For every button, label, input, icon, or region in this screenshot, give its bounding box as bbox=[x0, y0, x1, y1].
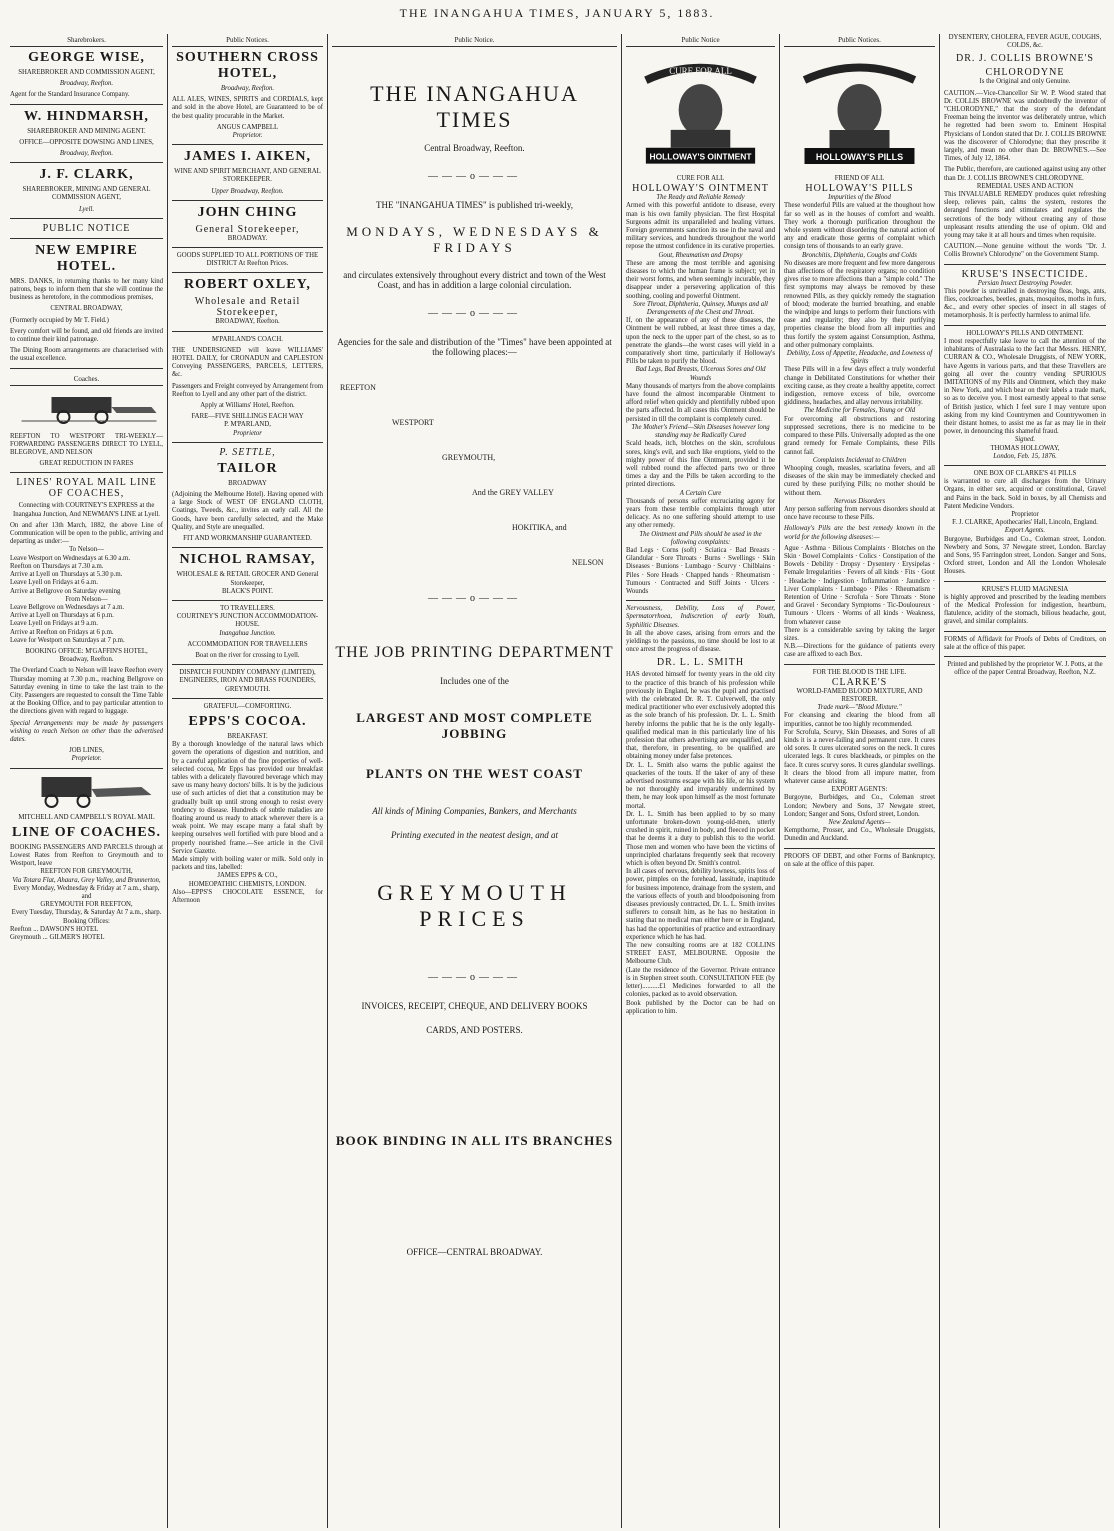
notice-body: Agencies for the sale and distribution of the "Times" have been appointed at the following places:— bbox=[337, 337, 612, 357]
advert-body: General Storekeeper, bbox=[195, 223, 300, 235]
advert-body: GREYMOUTH FOR REEFTON, bbox=[40, 901, 133, 909]
notice-body: All kinds of Mining Companies, Bankers, and Merchants bbox=[372, 806, 577, 816]
advert-body: Apply at Williams' Hotel, Reefton. bbox=[200, 402, 295, 410]
divider bbox=[10, 472, 163, 473]
notice-address: OFFICE—CENTRAL BROADWAY. bbox=[406, 1247, 543, 1257]
advert-body: HAS devoted himself for twenty years in the old city to the practice of this branch of his profession while previously in England, he was the pupil and practised with the celebrated Dr. R. T. Culverwell, the only medical practitioner who ever exclusively adopted this as the sole branch of his profession. Dr. L. L. Smith hereby informs the public that he is the only legally-qualified medical man in this particularly line of his profession that others advertising are unqualified, and that, therefore, in presenting, to be qualified are obtaining money under false pretences. bbox=[626, 671, 775, 761]
advert-body: Boat on the river for crossing to Lyell. bbox=[195, 651, 300, 659]
advert-title: P. SETTLE, bbox=[219, 446, 276, 458]
advert-body: BOOKING PASSENGERS AND PARCELS through at Lowest Rates from Reefton to Greymouth and to Westport, leave bbox=[10, 843, 163, 868]
advert-body: These Pills will in a few days effect a truly wonderful change in Debilitated Constitutions for whether their exciting cause, as they create a healthy appetite, correct indigestion, remove excess of bile, overcome giddiness, headaches, and allay nervous irritability. bbox=[784, 366, 935, 407]
divider bbox=[10, 238, 163, 239]
divider bbox=[10, 368, 163, 369]
column-5 bbox=[780, 34, 940, 1528]
advert-heading: M'PARLAND'S COACH. bbox=[212, 335, 283, 343]
schedule-row: Arrive at Lyell on Thursdays at 5.30 p.m. bbox=[10, 571, 123, 579]
advert-body: is highly approved and prescribed by the leading members of the Medical Profession for indigestion, heartburn, flatulence, acidity of the stomach, bilious headache, gout, gravel, and similar complaints. bbox=[944, 593, 1106, 626]
advert-title: NICHOL RAMSAY, bbox=[179, 552, 316, 568]
advert-title: HOLLOWAY'S PILLS bbox=[805, 183, 914, 195]
schedule-row: Leave Lyell on Fridays at 6 a.m. bbox=[10, 579, 98, 587]
advert-body: Greymouth ... GILMER'S HOTEL bbox=[10, 934, 105, 941]
schedule-heading: To Nelson— bbox=[69, 546, 104, 554]
advert-body: Connecting with COURTNEY'S EXPRESS at the Inangahua Junction, And NEWMAN'S LINE at Lyell. bbox=[13, 502, 160, 518]
advert-body: For cleansing and clearing the blood from all impurities, cannot be too highly recommended. bbox=[784, 712, 935, 728]
divider bbox=[944, 325, 1106, 326]
notice-address: Central Broadway, Reefton. bbox=[424, 143, 525, 153]
divider bbox=[172, 331, 323, 332]
advert-body: In all cases of nervous, debility lowness, spirits loss of power, pimples on the forehead, lassitude, inaptitude for business impotence, drainage from the system, and the various effects of youth and bloodpoisoning from diseases previously contracted, Dr. L. L. Smith invites sufferers to consult him, as he has no hesitation in stating that no medical man either here or in England, has had the opportunities of practice and extraordinary experience which he has had. bbox=[626, 868, 775, 941]
advert-body: GOODS SUPPLIED TO ALL PORTIONS OF THE DISTRICT At Reefton Prices. bbox=[176, 252, 319, 268]
advert-body: DISPATCH FOUNDRY COMPANY (LIMITED), ENGINEERS, IRON AND BRASS FOUNDERS, GREYMOUTH. bbox=[179, 669, 316, 693]
advert-signature: THOMAS HOLLOWAY, bbox=[990, 444, 1060, 452]
advert-body: There is a considerable saving by taking the larger sizes. bbox=[784, 626, 935, 642]
divider bbox=[172, 600, 323, 601]
advert-body: Via Totara Flat, Ahaura, Grey Valley, and Brunnerton, bbox=[12, 876, 161, 884]
advert-signature: Signed. bbox=[1014, 436, 1036, 444]
advert-body: SHAREBROKER AND COMMISSION AGENT, bbox=[18, 69, 155, 76]
stagecoach-illustration bbox=[10, 773, 163, 809]
advert-title: CHLORODYNE bbox=[985, 67, 1065, 79]
advert-body: These are among the most terrible and agonising diseases to which the human frame is subject; yet in their worst forms, and when seemingly incurable, they disappear under a persevering application of this soothing, cooling and powerful Ointment. bbox=[626, 259, 775, 300]
advert-address: Broadway, Reefton. bbox=[59, 80, 114, 88]
notice-heading: THE JOB PRINTING DEPARTMENT bbox=[335, 644, 614, 661]
masthead: THE INANGAHUA TIMES, JANUARY 5, 1883. bbox=[399, 6, 715, 20]
column-3 bbox=[328, 34, 622, 1528]
advert-heading: EXPORT AGENTS: bbox=[831, 786, 888, 794]
schedule-row: Leave for Westport on Saturdays at 7 p.m. bbox=[10, 636, 125, 644]
advert-subheading: A Certain Cure bbox=[679, 489, 722, 497]
divider bbox=[944, 656, 1106, 657]
advert-body: OFFICE—OPPOSITE DOWSING AND LINES, bbox=[19, 138, 154, 146]
advert-title: KRUSE'S INSECTICIDE. bbox=[961, 268, 1089, 280]
advert-title: DR. J. COLLIS BROWNE'S bbox=[956, 53, 1094, 65]
advert-address: Broadway, Reefton. bbox=[220, 85, 275, 92]
notice-body: Includes one of the bbox=[440, 676, 509, 686]
advert-body: Made simply with boiling water or milk. Sold only in packets and tins, labelled: bbox=[172, 855, 323, 872]
advert-title: W. HINDMARSH, bbox=[24, 108, 149, 124]
column-heading: Public Notices. bbox=[784, 34, 935, 47]
advert-heading: Nervousness, Debility, Loss of Power, Spermatorrhoea, Indiscretion of early Youth, Syphilitic Diseases. bbox=[626, 605, 775, 629]
column-heading: Public Notice. bbox=[332, 34, 617, 47]
advert-body: No diseases are more frequent and few more dangerous than affections of the respiratory organs; no condition gives rise to more affections than a "simple cold." The first symptoms may always be removed by these renowned Pills, as they quickly remedy the stagnation of blood; moderate the hurried breathing, and enable the windpipe and lungs to perform their functions with ease and regularity; they also by their purifying properties cleanse the blood from all impurities and thus fortify the system against Consumption, Asthma, and other pulmonary complaints. bbox=[784, 259, 935, 349]
divider bbox=[10, 218, 163, 219]
advert-subheading: Nervous Disorders bbox=[833, 497, 886, 505]
ornament-divider: ―――o――― bbox=[428, 593, 521, 604]
advert-body: (Formerly occupied by Mr T. Field.) bbox=[10, 316, 109, 324]
notice-body: INVOICES, RECEIPT, CHEQUE, AND DELIVERY BOOKS bbox=[361, 1001, 588, 1011]
ornament-divider: ―――o――― bbox=[428, 171, 521, 182]
agency-place: HOKITIKA, and bbox=[512, 523, 567, 532]
agency-place: And the GREY VALLEY bbox=[472, 488, 554, 497]
notice-body: CARDS, AND POSTERS. bbox=[426, 1025, 523, 1035]
divider bbox=[784, 848, 935, 849]
advert-subheading: The Ready and Reliable Remedy bbox=[656, 194, 745, 202]
advert-body: ALL ALES, WINES, SPIRITS and CORDIALS, kept and sold in the above Hotel, are Guaranteed to be of the best quality procurable in the Market. bbox=[172, 96, 323, 120]
notice-body: Printing executed in the neatest design, and at bbox=[391, 830, 558, 840]
advert-title: HOLLOWAY'S PILLS AND OINTMENT. bbox=[966, 329, 1084, 337]
holloways-ointment-logo bbox=[626, 50, 775, 170]
advert-subheading: Bronchitis, Diphtheria, Coughs and Colds bbox=[802, 251, 917, 259]
advert-body: is warranted to cure all discharges from the Urinary Organs, in either sex, acquired or constitutional, Gravel and Pains in the back. Sold in boxes, by all Chemists and Patent Medicine Vendors. bbox=[944, 478, 1106, 510]
advert-title: DR. L. L. SMITH bbox=[656, 657, 745, 669]
advert-subheading: Complaints Incidental to Children bbox=[812, 456, 907, 464]
notice-title: THE INANGAHUA TIMES bbox=[370, 81, 579, 132]
advert-signature: Proprietor bbox=[1011, 510, 1039, 518]
advert-body: Wholesale and Retail Storekeeper, bbox=[194, 296, 301, 319]
divider bbox=[172, 547, 323, 548]
advert-body: PROOFS OF DEBT, and other Forms of Bankruptcy, on sale at the office of this paper. bbox=[784, 852, 935, 868]
advert-body: Armed with this powerful antidote to disease, every man is his own family physician. The first Hospital Surgeons admit its unparalleled and healing virtues. Foreign governments sanction its use in the naval and military services, and hundreds throughout the world repose the utmost confidence in its curative properties. bbox=[626, 202, 775, 251]
section-heading: Coaches. bbox=[10, 373, 163, 386]
advert-body: This INVALUABLE REMEDY produces quiet refreshing sleep, relieves pain, calms the system, restores the deranged functions and stimulates and regulates the secretions of the body without creating any of those unpleasant results attending the use of opium. Old and young may take it at all hours and times when requisite. bbox=[944, 191, 1106, 240]
complaint-list: Ague · Asthma · Bilious Complaints · Blotches on the Skin · Bowel Complaints · Colics · Constipation of the Bowels · Debility · Dropsy · Dysentery · Erysipelas · Female Irregularities · Fevers of all kinds · Fits · Gout · Headache · Indigestion · Inflammation · Jaundice · Liver Complaints · Lumbago · Piles · Rheumatism · Retention of Urine · Scrofula · Sore Throats · Stone and Gravel · Secondary Symptoms · Tic-Douloureux · Tumours · Ulcers · Worms of all kinds · Weakness, from whatever cause bbox=[784, 544, 935, 626]
advert-address: Inangahua Junction. bbox=[219, 629, 276, 637]
advert-body: Dr. L. L. Smith has been applied to by so many unfortunate broken-down young-old-men, utterly crushed in spirit, ruined in body, and fleeced in pocket that he deems it a duty to publish this to the world. Those men and women who have been the victims of unprincipled charlatans frequently seek that recovery which is often beyond Dr. Smith's control. bbox=[626, 810, 775, 868]
advert-subheading: Sore Throat, Diphtheria, Quinsey, Mumps and all Derangements of the Chest and Throat. bbox=[633, 300, 768, 317]
advert-heading: DYSENTERY, CHOLERA, FEVER AGUE, COUGHS, COLDS, &c. bbox=[948, 34, 1102, 50]
column-heading: Public Notice bbox=[626, 34, 775, 47]
schedule-row: Reefton on Thursdays at 7.30 a.m. bbox=[10, 562, 104, 570]
advert-subheading: The Medicine for Females, Young or Old bbox=[803, 407, 916, 415]
advert-address: Lyell. bbox=[78, 205, 95, 213]
advert-address: BROADWAY. bbox=[227, 234, 268, 242]
advert-signature: F. J. CLARKE, Apothecaries' Hall, Lincoln, England. bbox=[952, 519, 1098, 527]
advert-body: BOOKING OFFICE: M'GAFFIN'S HOTEL, Broadway, Reefton. bbox=[25, 647, 148, 664]
column-6 bbox=[940, 34, 1110, 1528]
logo-name-text: HOLLOWAY'S OINTMENT bbox=[649, 151, 752, 162]
advert-heading: TO TRAVELLERS. bbox=[220, 604, 275, 612]
advert-signature: Proprietor. bbox=[232, 132, 263, 140]
schedule-row: Leave Lyell on Fridays at 9 a.m. bbox=[10, 620, 98, 628]
advert-body: This powder is unrivalled in destroying fleas, bugs, ants, flies, cockroaches, beetles, gnats, mosquitos, moths in furs, &c., and every other species of insect in all stages of metamorphosis. It is perfectly harmless to animal life. bbox=[944, 287, 1106, 320]
advert-subheading: REMEDIAL USES AND ACTION bbox=[976, 182, 1074, 190]
advert-body: Dr. L. L. Smith also warns the public against the quackeries of the touts. If the taker of any of these advertised nostrums escape with his life, or his system be not thoroughly and irreparably undermined by them, he may look upon himself as the most fortunate mortal. bbox=[626, 761, 775, 810]
imprint: Printed and published by the proprietor W. J. Potts, at the office of the paper Central Broadway, Reefton, N.Z. bbox=[947, 661, 1103, 677]
schedule-row: Leave Bellgrove on Wednesdays at 7 a.m. bbox=[10, 603, 125, 611]
column-4 bbox=[622, 34, 780, 1528]
schedule-heading: From Nelson— bbox=[65, 595, 108, 603]
advert-body: Every Tuesday, Thursday, & Saturday At 7 a.m., sharp. bbox=[11, 909, 162, 917]
advert-title: LINES' ROYAL MAIL LINE OF COACHES, bbox=[16, 477, 157, 500]
holloways-pills-logo bbox=[784, 50, 935, 170]
advert-heading: New Zealand Agents— bbox=[828, 819, 891, 827]
advert-title: NEW EMPIRE HOTEL. bbox=[35, 242, 138, 274]
advert-body: CAUTION.—None genuine without the words "Dr. J. Collis Browne's Chlorodyne" on the Government Stamp. bbox=[944, 243, 1106, 259]
advert-title: JAMES I. AIKEN, bbox=[183, 149, 312, 165]
agency-place: WESTPORT bbox=[392, 418, 434, 427]
advert-body: Reefton ... DAWSON'S HOTEL bbox=[10, 925, 99, 933]
advert-subheading: Holloway's Pills are the best remedy known in the world for the following diseases:— bbox=[784, 525, 935, 541]
advert-subheading: Debility, Loss of Appetite, Headache, and Lowness of Spirits bbox=[786, 350, 933, 366]
advert-signature: P. M'PARLAND, bbox=[224, 421, 271, 429]
advert-body: Thousands of persons suffer excruciating agony for years from these terrible complaints through utter delicacy. As no one suffering should attempt to use any other remedy. bbox=[626, 497, 775, 530]
divider bbox=[10, 162, 163, 163]
advert-signature: HOMEOPATHIC CHEMISTS, LONDON. bbox=[188, 880, 307, 888]
advert-title: JOHN CHING bbox=[197, 204, 298, 220]
advert-subheading: Persian Insect Destroying Powder. bbox=[977, 279, 1073, 287]
advert-body: For overcoming all obstructions and restoring suppressed secretions, there is no medicine to be compared to these Pills. Universally adopted as the one grand remedy for Female Complaints, these Pills cannot fail. bbox=[784, 415, 935, 456]
advert-body: N.B.—Directions for the guidance of patients every case are affixed to each Box. bbox=[784, 643, 935, 659]
column-heading: Public Notices. bbox=[172, 34, 323, 47]
advert-body: Booking Offices: bbox=[63, 917, 110, 925]
advert-body: For Scrofula, Scurvy, Skin Diseases, and Sores of all kinds it is a never-failing and permanent cure. It cures old sores. It cures ulcerated sores on the neck. It cures ulcerated legs. It cures blackheads, or pimples on the face. It cures scurvy sores. It cures glandular swellings. It clears the blood from all impure matter, from whatever cause arising. bbox=[784, 728, 935, 786]
advert-body: Every Monday, Wednesday & Friday at 7 a.m., sharp, and bbox=[13, 884, 160, 900]
advert-title: EPPS'S COCOA. bbox=[188, 713, 307, 729]
advert-body: ACCOMMODATION FOR TRAVELLERS bbox=[187, 640, 308, 648]
advert-signature: London, Feb. 15, 1876. bbox=[993, 452, 1057, 460]
advert-body: In all the above cases, arising from errors and the yieldings to the passions, no time should be lost to at once arrest the progress of disease. bbox=[626, 629, 775, 654]
agency-place: NELSON bbox=[572, 558, 604, 567]
advert-subheading: The Mother's Friend—Skin Diseases however long standing may be Radically Cured bbox=[631, 423, 770, 440]
advert-body: REEFTON FOR GREYMOUTH, bbox=[40, 868, 133, 876]
advert-body: The Dining Room arrangements are characterised with the usual excellence. bbox=[10, 347, 163, 363]
advert-body: Trade mark—"Blood Mixture." bbox=[817, 704, 902, 712]
advert-body: Passengers and Freight conveyed by Arrangement from Reefton to Lyell and any other part of the district. bbox=[172, 382, 324, 398]
divider bbox=[10, 104, 163, 105]
advert-signature: JOB LINES, bbox=[69, 747, 104, 755]
schedule-row: Arrive at Reefton on Fridays at 6 p.m. bbox=[10, 628, 114, 636]
advert-body: The Overland Coach to Nelson will leave Reefton every Thursday morning at 7.30 p.m., reaching Bellgrove on Saturday evening in time to take the last train to the City. Passengers are requested to consult the Time Table at the Booking Office, and to pay particular attention to the directions given with regard to luggage. bbox=[10, 667, 163, 716]
schedule-row: Leave Westport on Wednesdays at 6.30 a.m. bbox=[10, 554, 131, 562]
spacer bbox=[332, 1049, 617, 1109]
advert-body: Is the Original and only Genuine. bbox=[979, 78, 1071, 86]
column-heading: Sharebrokers. bbox=[10, 34, 163, 47]
advert-body: MRS. DANKS, in returning thanks to her many kind patrons, begs to inform them that she will continue the business as heretofore, in the commodious premises, bbox=[10, 277, 163, 302]
advert-body: The new consulting rooms are at 182 COLLINS STREET EAST, MELBOURNE. Opposite the Melbourne Club. bbox=[626, 942, 775, 966]
advert-body: WHOLESALE & RETAIL GROCER AND General Storekeeper, bbox=[176, 571, 319, 587]
advert-body: FIT AND WORKMANSHIP GUARANTEED. bbox=[183, 535, 312, 543]
advert-title: LINE OF COACHES. bbox=[12, 824, 161, 840]
advert-body: MITCHELL AND CAMPBELL'S ROYAL MAIL bbox=[18, 813, 155, 821]
advert-heading: WORLD-FAMED BLOOD MIXTURE, AND RESTORER. bbox=[796, 687, 923, 703]
divider bbox=[944, 465, 1106, 466]
advert-title: HOLLOWAY'S OINTMENT bbox=[632, 183, 769, 195]
ornament-divider: ―――o――― bbox=[428, 308, 521, 319]
advert-body: SHAREBROKER AND MINING AGENT. bbox=[27, 127, 146, 135]
advert-body: (Late the residence of the Governor. Private entrance is in Stephen street south. CONSULTATION FEE (by letter)..........£1 Medicines forwarded to all the colonies, packed as to avoid observation. bbox=[626, 966, 775, 999]
advert-title: J. F. CLARK, bbox=[39, 167, 134, 183]
column-2 bbox=[168, 34, 328, 1528]
spacer bbox=[332, 1173, 617, 1233]
advert-address: BLACK'S POINT. bbox=[222, 587, 273, 595]
advert-address: BROADWAY, Reefton. bbox=[215, 318, 280, 326]
divider bbox=[172, 200, 323, 201]
advert-body: These wonderful Pills are valued at the thoughout how far so well as in the houses of comfort and wealth. They work a thorough purification throughout the whole system without disordering the natural action of any and eradicate those germs of complaint which consign tens of thousands to an early grave. bbox=[784, 202, 935, 251]
advert-body: THE UNDERSIGNED will leave WILLIAMS' HOTEL DAILY, for CRONADUN and CAPLESTON Conveying PASSENGERS, PARCELS, LETTERS, &c. bbox=[172, 346, 323, 379]
divider bbox=[172, 664, 323, 665]
advert-body: Kempthorne, Prosser, and Co., Wholesale Druggists, Dunedin and Auckland. bbox=[784, 827, 935, 843]
advert-heading: GREAT REDUCTION IN FARES bbox=[39, 460, 134, 468]
divider bbox=[172, 144, 323, 145]
logo-banner-text: CURE FOR ALL bbox=[669, 66, 732, 77]
advert-heading: FRIEND OF ALL bbox=[834, 175, 885, 182]
notice-body: THE "INANGAHUA TIMES" is published tri-weekly, bbox=[375, 200, 574, 210]
newspaper-page bbox=[6, 34, 1110, 1528]
advert-body: Special Arrangements may be made by passengers wishing to reach Nelson on other than the advertised dates. bbox=[10, 719, 163, 743]
advert-body: WINE AND SPIRIT MERCHANT, AND GENERAL STOREKEEPER. bbox=[174, 168, 321, 184]
notice-heading: LARGEST AND MOST COMPLETE JOBBING bbox=[356, 710, 593, 741]
advert-body: Burgoyne, Burbidges, and Co., Coleman street London; Newbery and Sons, 37 Newgate street, London; Sanger and Sons, Oxford street, London. bbox=[784, 794, 935, 818]
advert-body: CAUTION.—Vice-Chancellor Sir W. P. Wood stated that Dr. COLLIS BROWNE was undoubtedly the inventor of "CHLORODYNE," that the story of the defendant Freeman being the inventor was deliberately untrue, which he regretted had been sworn to. Eminent Hospital Physicians of London stated that Dr. J. COLLIS BROWNE was the discoverer of Chlorodyne; that they prescribe it largely, and mean no other than Dr. BROWNE'S.—See Times, of July 12, 1864. bbox=[944, 89, 1106, 163]
divider bbox=[626, 600, 775, 601]
advert-address: BROADWAY bbox=[228, 479, 267, 487]
notice-body: and circulates extensively throughout every district and town of the West Coast, and has in addition a large colonial circulation. bbox=[343, 270, 606, 290]
schedule-row: Arrive at Bellgrove on Saturday evening bbox=[10, 587, 121, 595]
schedule-row: Arrive at Lyell on Thursdays at 6 p.m. bbox=[10, 612, 114, 620]
advert-heading: Export Agents. bbox=[1004, 527, 1046, 535]
complaint-list: Bad Legs · Corns (soft) · Sciatica · Bad Breasts · Glandular · Sore Throats · Burns · Swellings · Skin Diseases · Bunions · Lumbago · Scurvy · Chilblains · Piles · Sore Heads · Chapped hands · Rheumatism · Tumours · Contracted and Stiff Joints · Ulcers · Wounds bbox=[626, 546, 775, 595]
advert-heading: BREAKFAST. bbox=[227, 732, 268, 740]
divider bbox=[172, 247, 323, 248]
notice-heading: BOOK BINDING IN ALL ITS BRANCHES bbox=[335, 1133, 614, 1148]
column-1 bbox=[6, 34, 168, 1528]
divider bbox=[172, 272, 323, 273]
advert-address: Broadway, Reefton. bbox=[59, 150, 114, 158]
advert-body: FORMS of Affidavit for Proofs of Debts of Creditors, on sale at the office of this paper. bbox=[944, 635, 1106, 651]
divider bbox=[944, 631, 1106, 632]
advert-title: TAILOR bbox=[217, 460, 278, 476]
agency-place: REEFTON bbox=[340, 383, 376, 392]
divider bbox=[784, 664, 935, 665]
advert-title: CLARKE'S bbox=[831, 676, 888, 688]
advert-body: Agent for the Standard Insurance Company. bbox=[10, 91, 130, 99]
advert-signature: Proprietor bbox=[233, 429, 262, 437]
advert-body: Every comfort will be found, and old friends are invited to continue their kind patronage. bbox=[10, 327, 163, 344]
section-heading: PUBLIC NOTICE bbox=[42, 222, 131, 234]
advert-heading: CURE FOR ALL bbox=[676, 175, 725, 182]
advert-body: Burgoyne, Burbidges and Co., Coleman street, London. Newbery and Sons, 37 Newgate street, London. Barclay and Sons, 95 Farringdon street, London. Sanger and Sons, Oxford street, London and All the London Wholesale Houses. bbox=[944, 535, 1106, 576]
advert-body: Scald heads, itch, blotches on the skin, scrofulous sores, king's evil, and such like eruptions, yield to the mighty power of this fine Ointment, provided it be well rubbed round the affected parts two or three times a day and the Pills be taken according to the printed directions. bbox=[626, 440, 775, 489]
advert-body: Book published by the Doctor can be had on application to him. bbox=[626, 999, 775, 1015]
logo-name-text: HOLLOWAY'S PILLS bbox=[815, 152, 904, 162]
advert-body: SHAREBROKER, MINING AND GENERAL COMMISSION AGENT, bbox=[22, 186, 151, 202]
advert-heading: GRATEFUL—COMFORTING. bbox=[203, 702, 292, 710]
advert-subheading: Impurities of the Blood bbox=[828, 194, 891, 202]
advert-subheading: Gout, Rheumatism and Dropsy bbox=[658, 251, 743, 259]
advert-title: SOUTHERN CROSS HOTEL, bbox=[176, 50, 319, 81]
advert-subheading: Bad Legs, Bad Breasts, Ulcerous Sores and Old Wounds bbox=[635, 366, 766, 382]
advert-signature: ANGUS CAMPBELL bbox=[216, 123, 279, 131]
advert-heading: FOR THE BLOOD IS THE LIFE. bbox=[812, 668, 907, 676]
advert-body: Whooping cough, measles, scarlatina fevers, and all diseases of the skin may be immediately checked and cured by these purifying Pills; no mother should be without them. bbox=[784, 464, 935, 497]
advert-body: CENTRAL BROADWAY, bbox=[50, 305, 123, 313]
advert-signature: JAMES EPPS & CO., bbox=[217, 872, 278, 880]
divider bbox=[172, 698, 323, 699]
divider bbox=[944, 264, 1106, 265]
advert-address: Upper Broadway, Reefton. bbox=[211, 187, 284, 195]
advert-body: I most respectfully take leave to call the attention of the inhabitants of Australasia to the fact that Messrs. HENRY, CURRAN & CO., Wholesale Druggists, of NEW YORK, have Agents in various parts, and that these Travellers are going all over the country vending SPURIOUS IMITATIONS of my Pills and Ointment, which they make in New York, and which bear on their labels a trade mark, so as to deceive you. I most earnestly appeal to that sense of British justice, which I feel sure I may venture upon asking from my kind Countrymen and Countrywomen in their distant homes, to assist me as far as may lie in their power, in denouncing this shameful fraud. bbox=[944, 337, 1106, 436]
divider bbox=[10, 768, 163, 769]
advert-title: GEORGE WISE, bbox=[28, 50, 145, 65]
advert-body: The Public, therefore, are cautioned against using any other than Dr. J. COLLIS BROWNE'S CHLORODYNE. bbox=[944, 166, 1106, 182]
advert-title: KRUSE'S FLUID MAGNESIA bbox=[981, 585, 1069, 593]
advert-body: If, on the appearance of any of these diseases, the Ointment be well rubbed, at least three times a day, upon the neck to the upper part of the chest, so as to penetrate the glands—the worst cases will yield in a comparatively short time, particularly if Holloway's Pills be taken to purify the blood. bbox=[626, 317, 775, 366]
notice-heading: GREYMOUTH PRICES bbox=[377, 880, 572, 931]
advert-title: ONE BOX OF CLARKE'S 41 PILLS bbox=[973, 469, 1077, 477]
divider bbox=[172, 442, 323, 443]
ornament-divider: ―――o――― bbox=[428, 972, 521, 983]
advert-body: By a thorough knowledge of the natural laws which govern the operations of digestion and nutrition, and by a careful application of the fine properties of well-selected cocoa, Mr Epps has provided our breakfast tables with a delicately flavoured beverage which may save us many heavy doctors' bills. It is by the judicious use of such articles of diet that a constitution may be gradually built up until strong enough to resist every tendency to disease. Hundreds of subtle maladies are floating around us ready to attack wherever there is a weak point. We may escape many a fatal shaft by keeping ourselves well fortified with pure blood and a properly nourished frame.—See article in the Civil Service Gazette. bbox=[172, 741, 323, 855]
advert-body: Any person suffering from nervous disorders should at once have recourse to these Pills. bbox=[784, 505, 935, 522]
notice-days: MONDAYS, WEDNESDAYS & FRIDAYS bbox=[346, 224, 603, 255]
coach-illustration bbox=[10, 389, 163, 425]
advert-body: Also—EPPS'S CHOCOLATE ESSENCE, for Afternoon bbox=[172, 888, 323, 904]
notice-heading: PLANTS ON THE WEST COAST bbox=[366, 766, 583, 781]
divider bbox=[944, 581, 1106, 582]
advert-body: REEFTON TO WESTPORT TRI-WEEKLY—FORWARDING PASSENGERS DIRECT TO LYELL, BLEGROVE, AND NELSON bbox=[10, 432, 163, 457]
advert-body: Many thousands of martyrs from the above complaints have found the almost incomparable Ointment to afford relief when quickly and plentifully rubbed upon the parts affected. In all cases this Ointment should be persisted in till the complaint is completely cured. bbox=[626, 382, 775, 423]
advert-body: FARE—FIVE SHILLINGS EACH WAY bbox=[191, 413, 304, 421]
advert-signature: Proprietor. bbox=[71, 755, 102, 763]
advert-title: ROBERT OXLEY, bbox=[184, 277, 311, 293]
advert-body: (Adjoining the Melbourne Hotel). Having opened with a large Stock of WEST OF ENGLAND CLOTH, Coatings, Tweeds, &c., invites an early call. All the Goods, have been carefully selected, and the Make Quality, and Style are unequalled. bbox=[172, 491, 323, 531]
advert-body: On and after 13th March, 1882, the above Line of Communication will be open to the public, arriving and departing as under:— bbox=[10, 521, 163, 546]
advert-subheading: The Ointment and Pills should be used in the following complaints: bbox=[639, 530, 762, 546]
advert-title: COURTNEY'S JUNCTION ACCOMMODATION-HOUSE. bbox=[176, 613, 319, 629]
agency-place: GREYMOUTH, bbox=[442, 453, 496, 462]
